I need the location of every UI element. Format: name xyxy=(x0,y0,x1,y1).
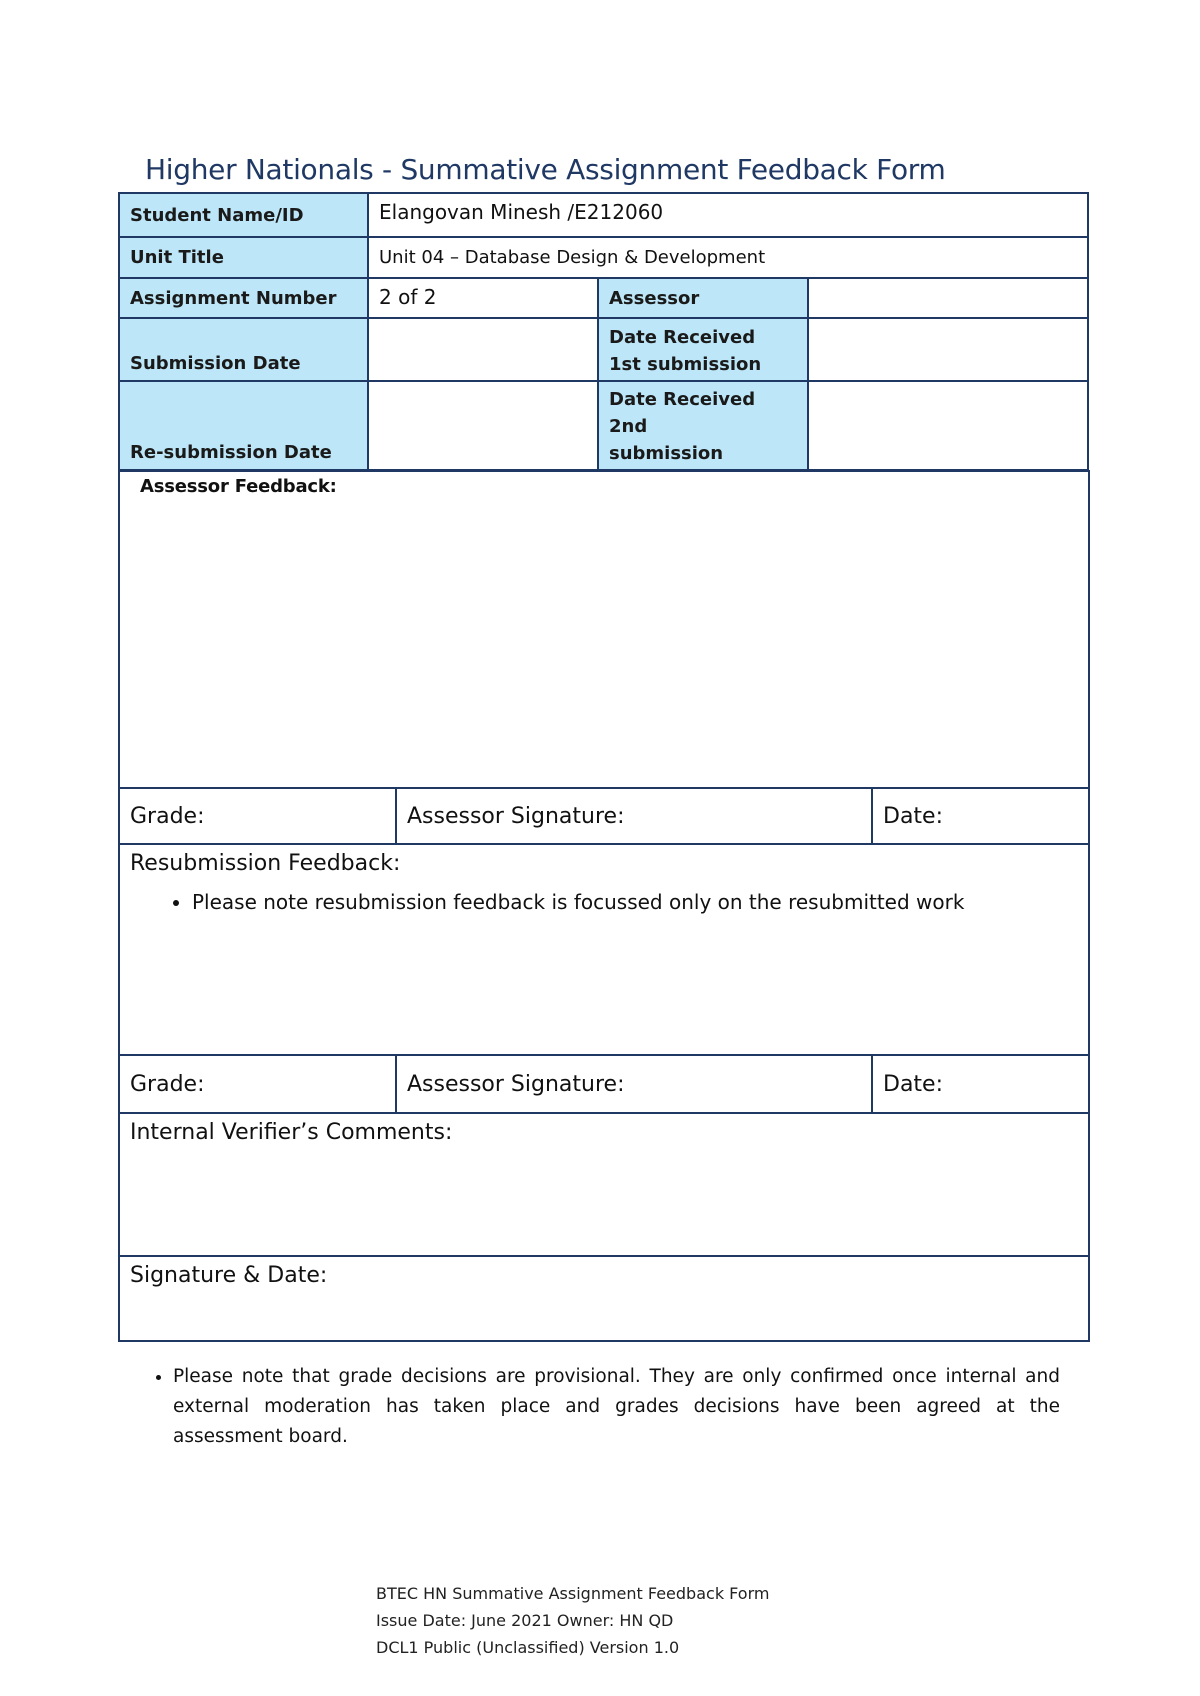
grade-field-1[interactable] xyxy=(119,788,396,844)
provisional-grade-note xyxy=(118,1362,1060,1452)
date-received-2nd-line1: Date Received 2nd xyxy=(609,389,756,437)
student-name-label: Student Name/ID xyxy=(119,193,368,237)
resubmission-feedback-label: Resubmission Feedback: xyxy=(130,851,401,876)
footer-line-2: Issue Date: June 2021 Owner: HN QD xyxy=(376,1611,674,1630)
grade-label-2: Grade: xyxy=(130,1071,205,1097)
internal-verifier-area[interactable] xyxy=(119,1113,1089,1256)
row-assignment xyxy=(119,278,1088,318)
unit-title-label: Unit Title xyxy=(119,237,368,278)
assignment-number-field[interactable]: 2 of 2 xyxy=(368,278,598,318)
internal-verifier-label: Internal Verifier’s Comments: xyxy=(130,1120,453,1145)
row-resubmission-feedback xyxy=(119,844,1089,1055)
page-footer xyxy=(376,1580,769,1661)
signature-date-label: Signature & Date: xyxy=(130,1263,328,1288)
row-grade-2 xyxy=(119,1055,1089,1113)
date-received-1st-line1: Date Received xyxy=(609,326,756,348)
date-received-1st-label xyxy=(598,318,808,381)
date-label-1: Date: xyxy=(883,803,943,829)
signature-date-area[interactable] xyxy=(119,1256,1089,1341)
assignment-number-label: Assignment Number xyxy=(119,278,368,318)
note-text: • Please note that grade decisions are provisional. They are only confirmed once internal and external moderation has taken place and grades decisions have been agreed at the assessment board. xyxy=(173,1362,1060,1452)
resubmission-bullet-list xyxy=(130,890,1078,914)
assessor-signature-field-1[interactable] xyxy=(396,788,872,844)
feedback-table xyxy=(118,470,1090,1342)
resubmission-feedback-area[interactable] xyxy=(119,844,1089,1055)
assessor-field[interactable] xyxy=(808,278,1088,318)
assessor-feedback-area[interactable] xyxy=(119,471,1089,788)
note-list xyxy=(118,1362,1060,1452)
student-info-table xyxy=(118,192,1089,471)
unit-title-field[interactable]: Unit 04 – Database Design & Development xyxy=(368,237,1088,278)
row-unit xyxy=(119,237,1088,278)
form-title: Higher Nationals - Summative Assignment Feedback Form xyxy=(145,153,946,186)
resubmission-bullet-item: • Please note resubmission feedback is focussed only on the resubmitted work xyxy=(192,890,1078,914)
footer-line-3: DCL1 Public (Unclassified) Version 1.0 xyxy=(376,1638,680,1657)
submission-date-label: Submission Date xyxy=(119,318,368,381)
row-submission xyxy=(119,318,1088,381)
assessor-signature-label-1: Assessor Signature: xyxy=(407,803,625,829)
date-field-1[interactable] xyxy=(872,788,1089,844)
assessor-label: Assessor xyxy=(598,278,808,318)
row-internal-verifier xyxy=(119,1113,1089,1256)
row-resubmission xyxy=(119,381,1088,470)
row-student xyxy=(119,193,1088,237)
assessor-feedback-label: Assessor Feedback: xyxy=(140,476,337,497)
date-received-2nd-label xyxy=(598,381,808,470)
date-received-2nd-field[interactable] xyxy=(808,381,1088,470)
date-received-2nd-line2: submission xyxy=(609,443,724,464)
row-assessor-feedback xyxy=(119,471,1089,788)
grade-field-2[interactable] xyxy=(119,1055,396,1113)
date-label-2: Date: xyxy=(883,1071,943,1097)
submission-date-field[interactable] xyxy=(368,318,598,381)
date-received-1st-field[interactable] xyxy=(808,318,1088,381)
student-name-field[interactable]: Elangovan Minesh /E212060 xyxy=(368,193,1088,237)
date-received-1st-line2: 1st submission xyxy=(609,353,762,375)
assessor-signature-label-2: Assessor Signature: xyxy=(407,1071,625,1097)
resubmission-date-label: Re-submission Date xyxy=(119,381,368,470)
footer-line-1: BTEC HN Summative Assignment Feedback Form xyxy=(376,1584,770,1603)
row-signature-date xyxy=(119,1256,1089,1341)
row-grade-1 xyxy=(119,788,1089,844)
resubmission-date-field[interactable] xyxy=(368,381,598,470)
assessor-signature-field-2[interactable] xyxy=(396,1055,872,1113)
grade-label-1: Grade: xyxy=(130,803,205,829)
date-field-2[interactable] xyxy=(872,1055,1089,1113)
